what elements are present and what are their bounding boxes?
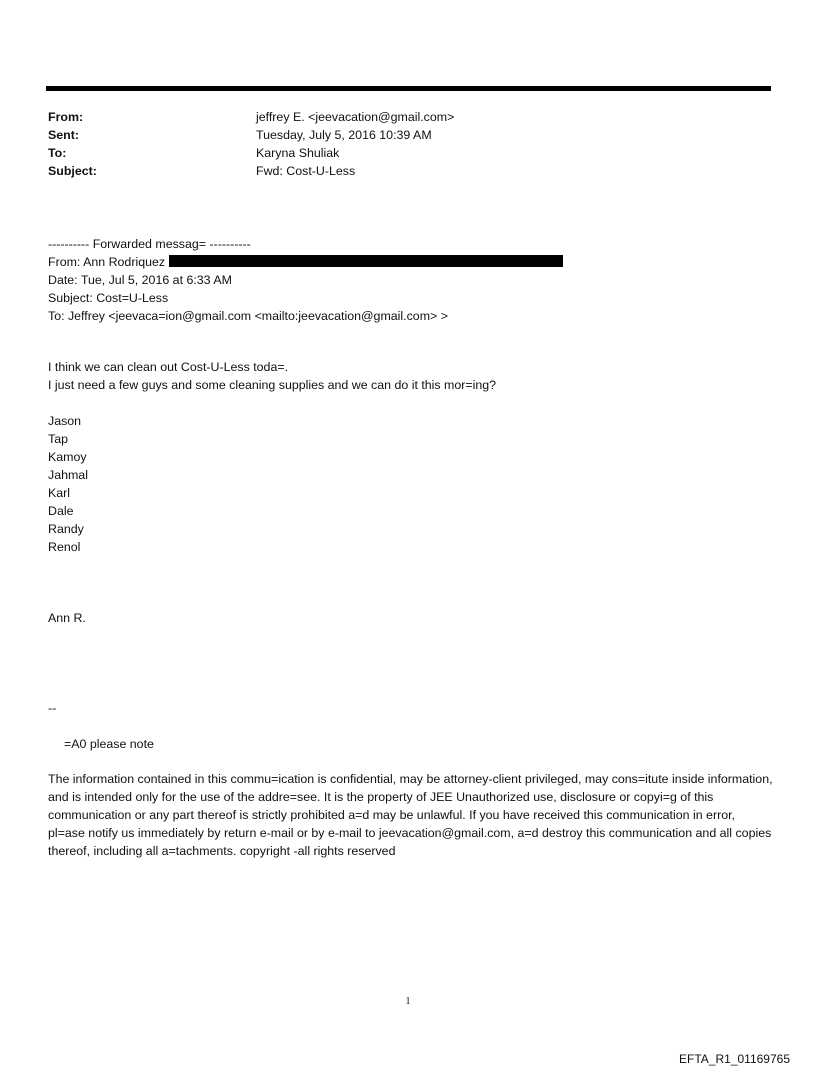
forwarded-header <box>48 235 768 325</box>
subject-value: Fwd: Cost-U-Less <box>256 164 356 178</box>
names-list <box>48 412 348 556</box>
sent-row <box>48 126 748 144</box>
forward-separator: ---------- Forwarded messag= ---------- <box>48 237 251 251</box>
forwarded-from-line <box>48 253 768 271</box>
list-item: Dale <box>48 504 74 518</box>
signature-separator <box>48 699 56 717</box>
redaction-bar <box>169 255 563 267</box>
signature <box>48 609 86 627</box>
to-label: To: <box>48 146 67 160</box>
sig-dashes: -- <box>48 701 57 715</box>
page-number: 1 <box>405 996 411 1007</box>
list-item: Tap <box>48 432 68 446</box>
list-item: Jahmal <box>48 468 88 482</box>
forwarded-date: Date: Tue, Jul 5, 2016 at 6:33 AM <box>48 273 232 287</box>
signature-text: Ann R. <box>48 611 86 625</box>
bates-number: EFTA_R1_01169765 <box>679 1052 790 1066</box>
to-value: Karyna Shuliak <box>256 146 340 160</box>
body-line-1: I think we can clean out Cost-U-Less toda=. <box>48 360 289 374</box>
list-item: Randy <box>48 522 84 536</box>
subject-label: Subject: <box>48 164 97 178</box>
body-line-2: I just need a few guys and some cleaning supplies and we can do it this mor=ing? <box>48 378 497 392</box>
note <box>64 735 154 753</box>
confidentiality-disclaimer: The information contained in this commu=ication is confidential, may be attorney-client privileged, may cons=itute inside information, and is intended only for the use of the addre=see. It is the property of JEE Unauthorized use, disclosure or copyi=g of this communication or any part thereof is strictly prohibited a=d may be unlawful. If you have received this communication in error, pl=ase notify us immediately by return e-mail or by e-mail to jeevacation@gmail.com, a=d destroy this communication and all copies thereof, including all a=tachments. copyright -all rights reserved <box>48 772 773 858</box>
message-body <box>48 358 768 394</box>
from-row <box>48 108 748 126</box>
forwarded-subject: Subject: Cost=U-Less <box>48 291 169 305</box>
note-text: =A0 please note <box>64 737 154 751</box>
subject-row <box>48 162 748 180</box>
list-item: Karl <box>48 486 71 500</box>
sent-label: Sent: <box>48 128 79 142</box>
list-item: Jason <box>48 414 82 428</box>
from-value: jeffrey E. <jeevacation@gmail.com> <box>256 110 455 124</box>
list-item: Renol <box>48 540 81 554</box>
to-row <box>48 144 748 162</box>
forwarded-to: To: Jeffrey <jeevaca=ion@gmail.com <mailto:jeevacation@gmail.com> > <box>48 309 448 323</box>
header-rule <box>46 86 771 91</box>
from-label: From: <box>48 110 84 124</box>
forwarded-from: From: Ann Rodriquez <box>48 255 166 269</box>
email-header <box>48 108 748 180</box>
sent-value: Tuesday, July 5, 2016 10:39 AM <box>256 128 432 142</box>
list-item: Kamoy <box>48 450 87 464</box>
